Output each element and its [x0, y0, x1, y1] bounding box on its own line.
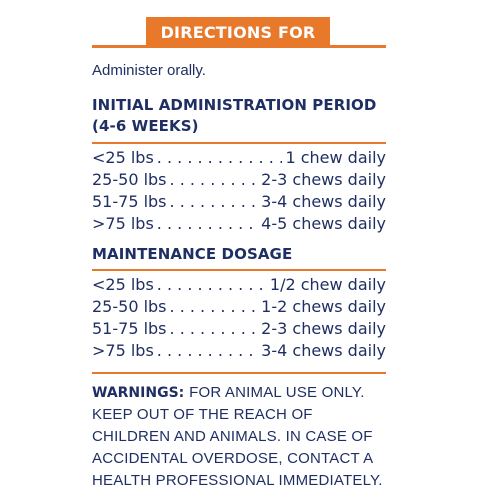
maintenance-rule [92, 269, 386, 271]
dose-amount: 2-3 chews daily [261, 170, 386, 189]
warnings-block [92, 382, 392, 492]
dose-row [92, 319, 386, 341]
directions-title: DIRECTIONS FOR USE [146, 17, 330, 48]
dose-amount: 1/2 chew daily [269, 275, 386, 294]
dose-row [92, 341, 386, 363]
warnings-rule [92, 372, 386, 374]
dose-amount: 3-4 chews daily [261, 192, 386, 211]
dose-amount: 2-3 chews daily [261, 319, 386, 338]
dot-leader [157, 341, 258, 360]
initial-dose-list [92, 148, 386, 236]
dose-row [92, 148, 386, 170]
dose-amount: 4-5 chews daily [261, 214, 386, 233]
maintenance-title: MAINTENANCE DOSAGE [92, 245, 293, 263]
warnings-label: WARNINGS: [92, 385, 185, 401]
dose-row [92, 192, 386, 214]
dose-weight: >75 lbs [92, 214, 154, 233]
dot-leader [170, 297, 259, 316]
dose-weight: 25-50 lbs [92, 297, 167, 316]
dose-amount: 3-4 chews daily [261, 341, 386, 360]
dose-amount: 1 chew daily [285, 148, 386, 167]
initial-period-rule [92, 142, 386, 144]
dose-row [92, 297, 386, 319]
dot-leader [157, 148, 283, 167]
initial-period-title-line1: INITIAL ADMINISTRATION PERIOD [92, 96, 377, 114]
dose-weight: <25 lbs [92, 148, 154, 167]
dot-leader [170, 170, 259, 189]
dot-leader [170, 319, 259, 338]
dose-amount: 1-2 chews daily [261, 297, 386, 316]
dose-weight: 51-75 lbs [92, 192, 167, 211]
dot-leader [170, 192, 259, 211]
maintenance-dose-list [92, 275, 386, 363]
dose-weight: 25-50 lbs [92, 170, 167, 189]
dose-weight: >75 lbs [92, 341, 154, 360]
dose-row [92, 275, 386, 297]
warnings-text: FOR ANIMAL USE ONLY. KEEP OUT OF THE REACH OF CHILDREN AND ANIMALS. IN CASE OF ACCIDENTAL OVERDOSE, CONTACT A HEALTH PROFESSIONAL IMMEDIATELY. [92, 384, 383, 489]
dose-row [92, 170, 386, 192]
dose-weight: <25 lbs [92, 275, 154, 294]
intro-text: Administer orally. [92, 62, 206, 79]
dose-weight: 51-75 lbs [92, 319, 167, 338]
dot-leader [157, 275, 267, 294]
initial-period-title-line2: (4-6 WEEKS) [92, 117, 199, 135]
dose-row [92, 214, 386, 236]
dot-leader [157, 214, 258, 233]
initial-period-title [92, 95, 376, 137]
